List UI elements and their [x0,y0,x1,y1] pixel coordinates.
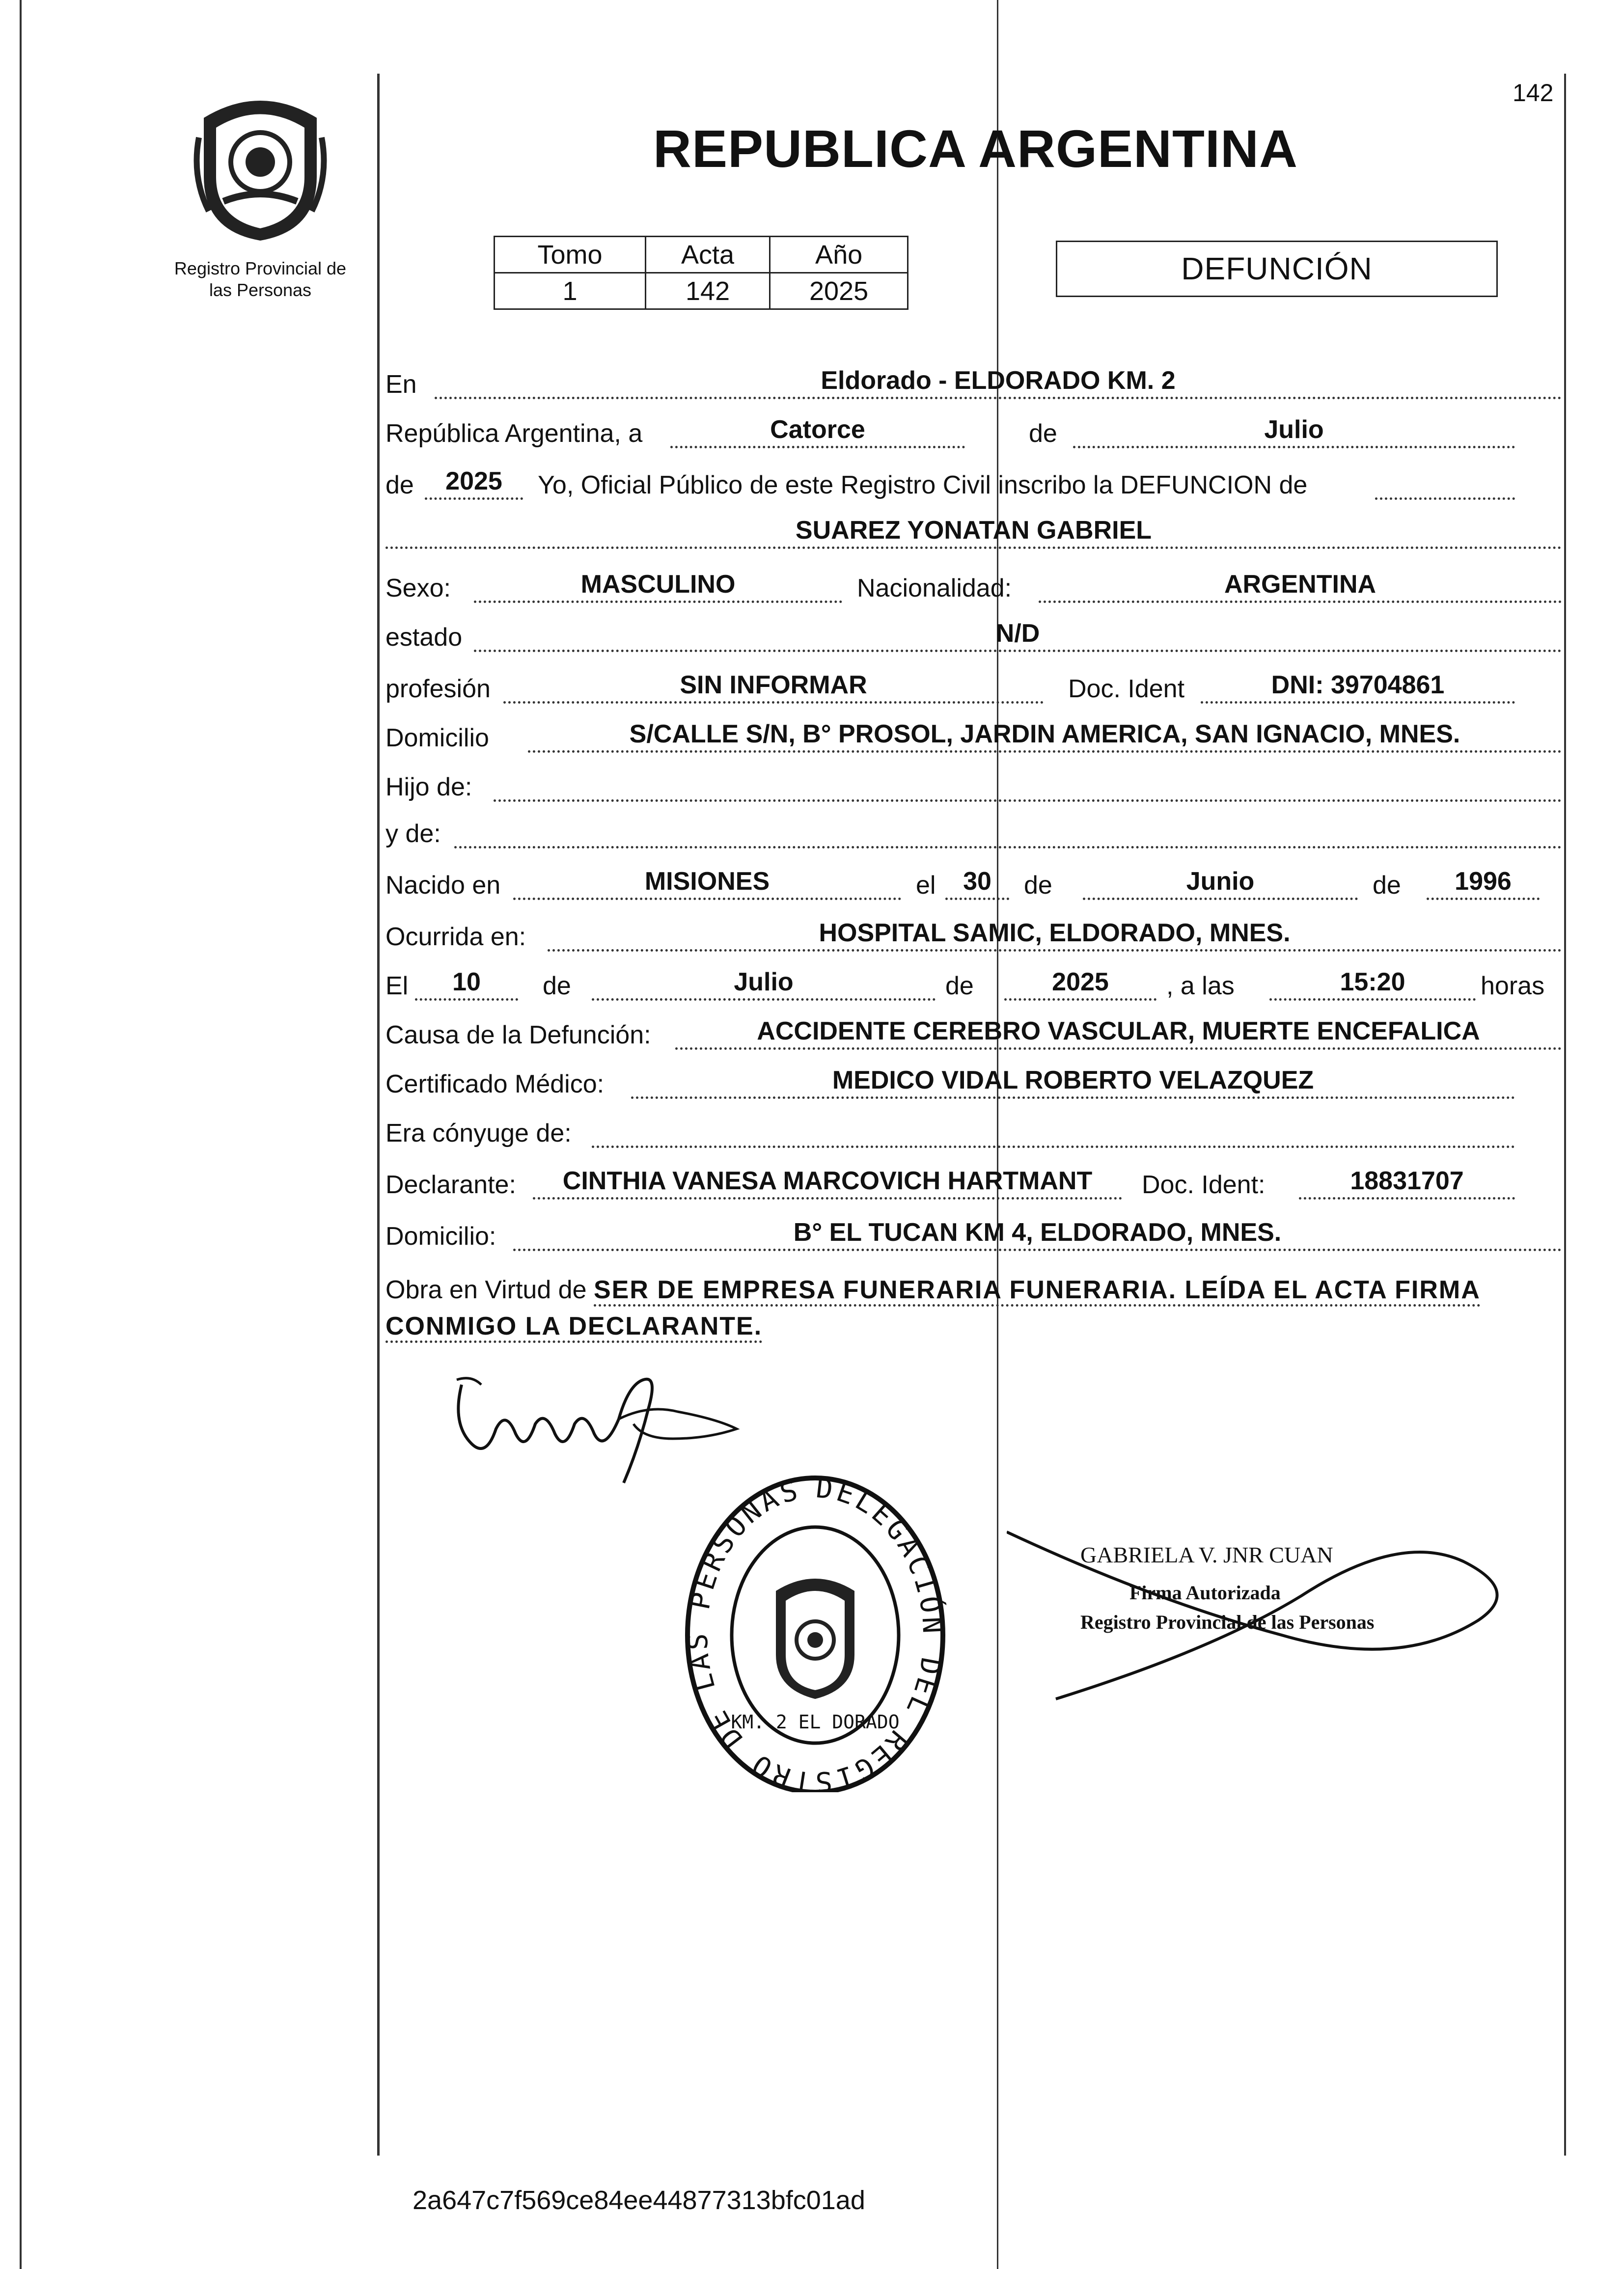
field-domicilio-declarante: B° EL TUCAN KM 4, ELDORADO, MNES. [513,1218,1562,1251]
row-en: En Eldorado - ELDORADO KM. 2 [385,366,1562,400]
field-nacionalidad: ARGENTINA [1039,570,1562,603]
field-causa: ACCIDENTE CEREBRO VASCULAR, MUERTE ENCEFALICA [675,1016,1562,1050]
form-left-rule [377,74,380,2156]
field-doc-ident: DNI: 39704861 [1201,670,1515,704]
document-type-box: DEFUNCIÓN [1056,241,1498,297]
registry-table [494,236,908,310]
row-estado: estado N/D [385,619,1562,653]
province-emblem [189,88,331,246]
field-anio-nacimiento: 1996 [1427,867,1540,900]
field-sexo: MASCULINO [474,570,842,603]
field-certificado: MEDICO VIDAL ROBERTO VELAZQUEZ [631,1066,1515,1099]
authorized-signature-line1: Firma Autorizada [1129,1582,1281,1604]
row-causa: Causa de la Defunción: ACCIDENTE CEREBRO VASCULAR, MUERTE ENCEFALICA [385,1016,1562,1051]
svg-text:KM. 2 EL DORADO: KM. 2 EL DORADO [731,1711,900,1733]
row-profesion: profesión SIN INFORMAR Doc. Ident DNI: 39704861 [385,670,1562,705]
row-ocurrida: Ocurrida en: HOSPITAL SAMIC, ELDORADO, MNES. [385,918,1562,953]
row-fecha-acta: República Argentina, a Catorce de Julio [385,415,1562,449]
obra-en-virtud: Obra en Virtud de SER DE EMPRESA FUNERARIA FUNERARIA. LEÍDA EL ACTA FIRMA CONMIGO LA DECLARANTE. [385,1272,1562,1344]
page-number: 142 [1513,79,1554,107]
registry-header-row [495,237,908,273]
document-hash: 2a647c7f569ce84ee44877313bfc01ad [413,2186,865,2215]
row-fecha-defuncion: El 10 de Julio de 2025 , a las 15:20 horas [385,968,1545,1000]
field-nombre: SUAREZ YONATAN GABRIEL [385,516,1562,549]
field-mes-defuncion: Julio [592,967,936,1001]
province-emblem-icon [189,88,331,246]
field-estado: N/D [474,619,1562,652]
field-dia-defuncion: 10 [415,967,518,1001]
field-lugar-nacimiento: MISIONES [513,867,901,900]
row-certificado: Certificado Médico: MEDICO VIDAL ROBERTO VELAZQUEZ [385,1066,1562,1100]
row-declarante: Declarante: CINTHIA VANESA MARCOVICH HARTMANT Doc. Ident: 18831707 [385,1166,1562,1201]
row-domicilio: Domicilio S/CALLE S/N, B° PROSOL, JARDIN AMERICA, SAN IGNACIO, MNES. [385,719,1562,754]
field-mes-acta: Julio [1073,415,1515,448]
header-tomo: Tomo [495,237,646,273]
field-conyuge [592,1115,1515,1148]
row-domicilio-declarante: Domicilio: B° EL TUCAN KM 4, ELDORADO, MNES. [385,1218,1562,1252]
row-hijo-de: Hijo de: [385,768,1562,803]
svg-text:DELEGACIÓN DEL REGISTRO DE LAS: DELEGACIÓN DEL REGISTRO DE LAS PERSONAS [682,1472,949,1792]
value-tomo: 1 [495,273,646,309]
page-title: REPUBLICA ARGENTINA [653,119,1298,178]
row-anio-acta: de 2025 Yo, Oficial Público de este Registro Civil inscribo la DEFUNCION de [385,466,1562,501]
row-nacimiento: Nacido en MISIONES el 30 de Junio de 1996 [385,867,1562,901]
row-sexo: Sexo: MASCULINO Nacionalidad: ARGENTINA [385,570,1562,604]
emblem-caption: Registro Provincial de las Personas [174,258,347,300]
field-en: Eldorado - ELDORADO KM. 2 [435,366,1562,399]
field-declarante: CINTHIA VANESA MARCOVICH HARTMANT [533,1166,1122,1200]
field-dia-acta: Catorce [670,415,965,448]
field-mes-nacimiento: Junio [1083,867,1358,900]
row-conyuge: Era cónyuge de: [385,1115,1562,1149]
field-obra-line2: CONMIGO LA DECLARANTE. [385,1312,762,1343]
field-ocurrida: HOSPITAL SAMIC, ELDORADO, MNES. [548,918,1562,952]
field-dia-nacimiento: 30 [945,867,1009,900]
value-acta: 142 [645,273,770,309]
official-stamp [678,1468,953,1792]
left-margin-rule [20,0,22,2269]
field-profesion: SIN INFORMAR [503,670,1044,704]
field-anio-acta-trailing [1375,466,1515,500]
header-anio: Año [770,237,908,273]
header-acta: Acta [645,237,770,273]
row-y-de: y de: [385,815,1562,849]
authorized-signature-line2: Registro Provincial de las Personas [1080,1611,1375,1633]
field-doc-declarante: 18831707 [1299,1166,1515,1200]
field-y-de [454,815,1562,848]
field-hijo-de [494,768,1562,802]
field-anio-defuncion: 2025 [1004,967,1156,1001]
field-anio-acta: 2025 [425,466,523,500]
field-obra-line1: SER DE EMPRESA FUNERARIA FUNERARIA. LEÍDA EL ACTA FIRMA [594,1276,1481,1307]
field-domicilio: S/CALLE S/N, B° PROSOL, JARDIN AMERICA, SAN IGNACIO, MNES. [528,719,1562,753]
value-anio: 2025 [770,273,908,309]
row-nombre [385,516,1562,550]
registry-value-row [495,273,908,309]
form-right-rule [1564,74,1566,2156]
authorized-signature-name: GABRIELA V. JNR CUAN [1080,1542,1333,1567]
official-stamp-icon [678,1468,953,1792]
field-hora-defuncion: 15:20 [1269,967,1476,1001]
